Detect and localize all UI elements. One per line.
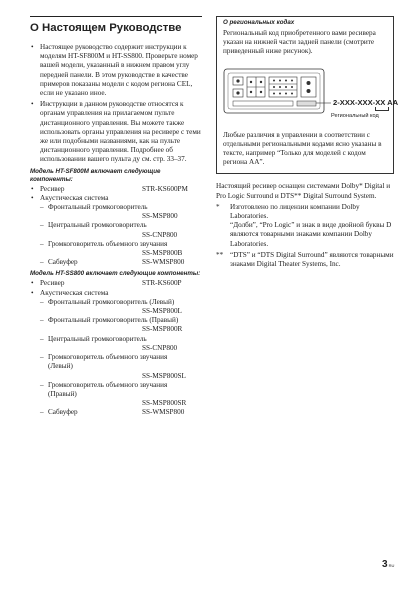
region-code-sample: 2-XXX-XXX-XX AA [333, 97, 399, 107]
ss800-surround-right: – Громкоговоритель объемного звучания [40, 380, 168, 389]
sf800m-sub: – Сабвуфер SS-WMSP800 [40, 258, 185, 267]
ss800-center-model: SS-CNP800 [142, 343, 178, 352]
ss800-heading: Модель HT-SS800 включает следующие компоненты: [30, 270, 201, 278]
sf800m-front: – Фронтальный громкоговоритель [40, 203, 148, 212]
region-text: Региональный код приобретенного вами ресивера указан на нижней части задней панели (смотрите приведенный ниже рисунок). [223, 29, 376, 56]
ss800-surround-right-side: (Правый) [48, 389, 77, 398]
ss800-surround-left-model: SS-MSP800SL [142, 371, 186, 380]
ss800-surround-right-model: SS-MSP800SR [142, 399, 187, 408]
footnote-dts: ** “DTS” и “DTS Digital Surround” являются товарными знаками Digital Theater Systems, Inc. [216, 250, 394, 269]
ss800-center: – Центральный громкоговоритель [40, 334, 147, 343]
ss800-front-left: – Фронтальный громкоговоритель (Левый) [40, 297, 175, 306]
ss800-sub: – Сабвуфер SS-WMSP800 [40, 408, 185, 417]
sf800m-surround-model: SS-MSP800B [142, 249, 183, 258]
intro-bullet-2: • Инструкции в данном руководстве относятся к органам управления на прилагаемом пульте дистанционного управления. Вы можете также использовать органы управления на ресивере с теми же или подобными названиями, как на пульте дистанционного управления. Подробнее об использовании вашего пульта ду см. стр. 33–37. [30, 100, 202, 164]
intro-list [30, 43, 202, 165]
page-title: О Настоящем Руководстве [30, 16, 202, 35]
ss800-receiver: • Ресивер STR-KS600P [31, 279, 182, 288]
ss800-surround-left-side: (Левый) [48, 362, 73, 371]
ss800-surround-left: – Громкоговоритель объемного звучания [40, 353, 168, 362]
sf800m-surround: – Громкоговоритель объемного звучания [40, 239, 168, 248]
sf800m-center: – Центральный громкоговоритель [40, 221, 147, 230]
ss800-components [30, 279, 202, 417]
region-code-label: Региональный код [331, 112, 379, 119]
sf800m-center-model: SS-CNP800 [142, 230, 178, 239]
page-number: 3RU [382, 559, 395, 570]
sf800m-acoustic: • Акустическая система [31, 193, 109, 202]
rear-panel-illustration [223, 63, 399, 125]
ss800-front-left-model: SS-MSP800L [142, 307, 182, 316]
region-code-box [216, 16, 399, 174]
ss800-acoustic: • Акустическая система [31, 288, 109, 297]
ss800-front-right-model: SS-MSP800R [142, 325, 183, 334]
region-code-bracket [375, 107, 389, 111]
footnote-dolby: * Изготовлено по лицензии компании Dolby Laboratories. “Долби”, “Pro Logic” и знак в виде двойной буквы D являются товарными знаками компании Dolby Laboratories. [216, 202, 392, 248]
region-heading: О региональных кодах [223, 19, 295, 26]
right-column [216, 16, 399, 269]
left-column [30, 16, 202, 418]
sf800m-components [30, 185, 202, 268]
sf800m-front-model: SS-MSP800 [142, 212, 178, 221]
intro-bullet-1: • Настоящее руководство содержит инструкции к моделям HT-SF800M и HT-SS800. Проверьте номер вашей модели, указанный в нижнем правом углу передней панели. В этом руководстве в качестве примеров показаны модели с кодом региона CEL, если не указано иное. [30, 43, 202, 98]
region-note: Любые различия в управлении в соответствии с отдельными региональными кодами ясно указаны в тексте, например “Только для моделей с кодом региона AA”. [223, 130, 382, 167]
sf800m-heading: Модель HT-SF800M включает следующие компоненты: [30, 167, 161, 183]
ss800-front-right: – Фронтальный громкоговоритель (Правый) [40, 316, 179, 325]
dolby-statement: Настоящий ресивер оснащен системами Dolby* Digital и Pro Logic Surround и DTS** Digital Surround System. [216, 182, 391, 200]
sf800m-receiver: • Ресивер STR-KS600PM [31, 184, 188, 193]
